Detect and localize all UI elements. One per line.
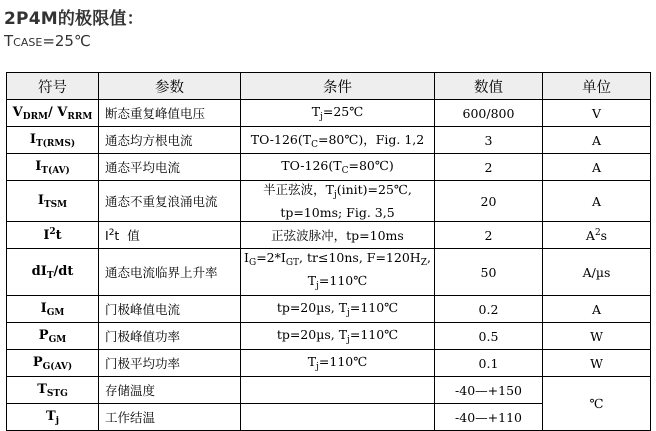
condition-cell: 正弦波脉冲，tp=10ms [241, 222, 435, 249]
value-cell: -40—+150 [435, 377, 543, 404]
symbol-text: P [38, 327, 49, 343]
symbol-sub: GM [48, 334, 67, 345]
cond-sub: C [341, 166, 349, 176]
value-cell: 50 [435, 249, 543, 296]
cond-sub: j [333, 190, 337, 200]
unit-cell: W [543, 323, 651, 350]
cond-text-2: =110℃ [318, 273, 368, 288]
parameter-cell: 门极平均功率 [99, 350, 241, 377]
symbol-text: T [46, 408, 56, 424]
header-condition: 条件 [241, 73, 435, 100]
condition-cell [241, 323, 435, 350]
symbol-suffix: /dt [53, 263, 74, 279]
case-temperature [4, 32, 91, 50]
limit-values-table [6, 72, 651, 431]
parameter-cell: 工作结温 [99, 404, 241, 431]
symbol-text: P [32, 354, 43, 370]
cond-text: T [311, 104, 321, 119]
symbol-text: I [35, 158, 42, 174]
cond-text: T [307, 273, 317, 288]
symbol-cell [7, 154, 99, 181]
unit-cell: A [543, 154, 651, 181]
parameter-cell: 通态均方根电流 [99, 127, 241, 154]
unit-cell: A [543, 127, 651, 154]
symbol-sub: TSM [43, 199, 68, 210]
symbol-sep: / [48, 104, 58, 120]
table-row [7, 323, 651, 350]
symbol-cell [7, 181, 99, 222]
unit-cell-merged: ℃ [543, 377, 651, 431]
condition-cell [241, 404, 435, 431]
symbol-sub: T(RMS) [35, 138, 76, 149]
cond-text-2: =80℃)，Fig. 1,2 [317, 132, 425, 147]
condition-cell [241, 350, 435, 377]
cond-text-2: =80℃) [348, 158, 394, 173]
cond-sub: j [347, 308, 350, 318]
symbol-cell [7, 127, 99, 154]
parameter-cell [99, 222, 241, 249]
cond-sub: j [316, 362, 319, 372]
symbol-cell [7, 323, 99, 350]
unit-cell: A/µs [543, 249, 651, 296]
subtitle-suffix: =25℃ [42, 32, 91, 50]
value-cell: -40—+110 [435, 404, 543, 431]
symbol-text: I [37, 192, 44, 208]
parameter-cell: 通态电流临界上升率 [99, 249, 241, 296]
header-value: 数值 [435, 73, 543, 100]
condition-cell [241, 296, 435, 323]
cond-text-2: =110℃ [349, 327, 399, 342]
condition-cell [241, 100, 435, 127]
table-row [7, 377, 651, 404]
cond-text-2: =110℃ [349, 300, 399, 315]
symbol-cell [7, 249, 99, 296]
value-cell: 2 [435, 154, 543, 181]
parameter-cell: 存储温度 [99, 377, 241, 404]
parameter-cell: 门极峰值电流 [99, 296, 241, 323]
table-row [7, 296, 651, 323]
symbol-suffix: t [55, 228, 62, 243]
param-text-2: t 值 [114, 228, 140, 243]
symbol-sub: STG [46, 388, 68, 399]
value-cell: 0.1 [435, 350, 543, 377]
symbol-text: I [29, 131, 36, 147]
symbol-text: dI [31, 263, 47, 279]
cond-text: 半正弦波，T [263, 182, 334, 197]
value-cell: 20 [435, 181, 543, 222]
cond-text-2: =2*I [256, 250, 286, 265]
condition-cell [241, 377, 435, 404]
condition-cell [241, 154, 435, 181]
subtitle-prefix: T [4, 32, 14, 50]
symbol-cell [7, 377, 99, 404]
symbol-text: I [40, 300, 47, 316]
symbol-sub-b: RRM [67, 111, 93, 122]
cond-line-2: tp=10ms; Fig. 3,5 [280, 205, 395, 220]
cond-line-1 [244, 249, 431, 272]
symbol-cell [7, 296, 99, 323]
cond-line-2 [244, 272, 431, 295]
symbol-sub: j [55, 415, 59, 426]
cond-sub: j [320, 112, 323, 122]
unit-sup: 2 [594, 227, 601, 238]
table-row [7, 127, 651, 154]
parameter-cell: 通态不重复浪涌电流 [99, 181, 241, 222]
unit-cell: V [543, 100, 651, 127]
unit-cell: W [543, 350, 651, 377]
param-text: I [105, 228, 109, 243]
parameter-cell: 门极峰值功率 [99, 323, 241, 350]
cond-text: TO-126(T [250, 132, 312, 147]
symbol-cell [7, 222, 99, 249]
cond-text-2: =25℃ [322, 104, 364, 119]
table-row [7, 154, 651, 181]
unit-text-2: s [600, 227, 608, 243]
value-cell: 2 [435, 222, 543, 249]
value-cell: 3 [435, 127, 543, 154]
table-row [7, 181, 651, 222]
cond-text: tp=20µs, T [276, 300, 348, 315]
table-row [7, 222, 651, 249]
cond-sub: j [347, 335, 350, 345]
cond-text: T [307, 354, 317, 369]
unit-cell: A [543, 296, 651, 323]
cond-text: TO-126(T [281, 158, 342, 173]
header-parameter: 参数 [99, 73, 241, 100]
symbol-sub: T [46, 270, 54, 281]
symbol-text: V [12, 104, 23, 120]
cond-text-2: =110℃ [318, 354, 368, 369]
symbol-sub: T(AV) [41, 165, 70, 176]
param-sup: 2 [108, 228, 115, 238]
unit-cell: A [543, 181, 651, 222]
subtitle-sub: CASE [13, 36, 43, 49]
table-row [7, 350, 651, 377]
cond-sub-2: GT [285, 258, 300, 268]
symbol-sub: GM [46, 307, 65, 318]
cond-sub: G [249, 258, 257, 268]
symbol-text-b: V [57, 104, 68, 120]
value-cell: 0.2 [435, 296, 543, 323]
cond-text-4: , [426, 250, 431, 265]
symbol-sub: DRM [22, 111, 49, 122]
value-cell: 600/800 [435, 100, 543, 127]
cond-text: I [244, 250, 249, 265]
symbol-text: T [37, 381, 47, 397]
cond-line-1 [244, 181, 431, 204]
condition-cell [241, 127, 435, 154]
header-symbol: 符号 [7, 73, 99, 100]
cond-text-2: (init)=25℃, [336, 182, 412, 197]
value-cell: 0.5 [435, 323, 543, 350]
table-row [7, 100, 651, 127]
condition-cell [241, 181, 435, 222]
cond-text-3: , tr≤10ns, F=120H [299, 250, 421, 265]
cond-text: tp=20µs, T [276, 327, 348, 342]
symbol-sub: G(AV) [42, 361, 73, 372]
symbol-cell [7, 350, 99, 377]
cond-sub-3: Z [420, 258, 427, 268]
symbol-text: I [43, 228, 50, 243]
symbol-sup: 2 [49, 227, 56, 237]
unit-text: A [585, 227, 595, 243]
condition-cell [241, 249, 435, 296]
cond-sub: C [311, 140, 318, 150]
page-title: 2P4M的极限值： [4, 9, 144, 29]
table-row [7, 249, 651, 296]
header-unit: 单位 [543, 73, 651, 100]
parameter-cell: 断态重复峰值电压 [99, 100, 241, 127]
cond-sub: j [316, 281, 319, 291]
unit-cell [543, 222, 651, 249]
parameter-cell: 通态平均电流 [99, 154, 241, 181]
table-header-row [7, 73, 651, 100]
symbol-cell [7, 100, 99, 127]
symbol-cell [7, 404, 99, 431]
